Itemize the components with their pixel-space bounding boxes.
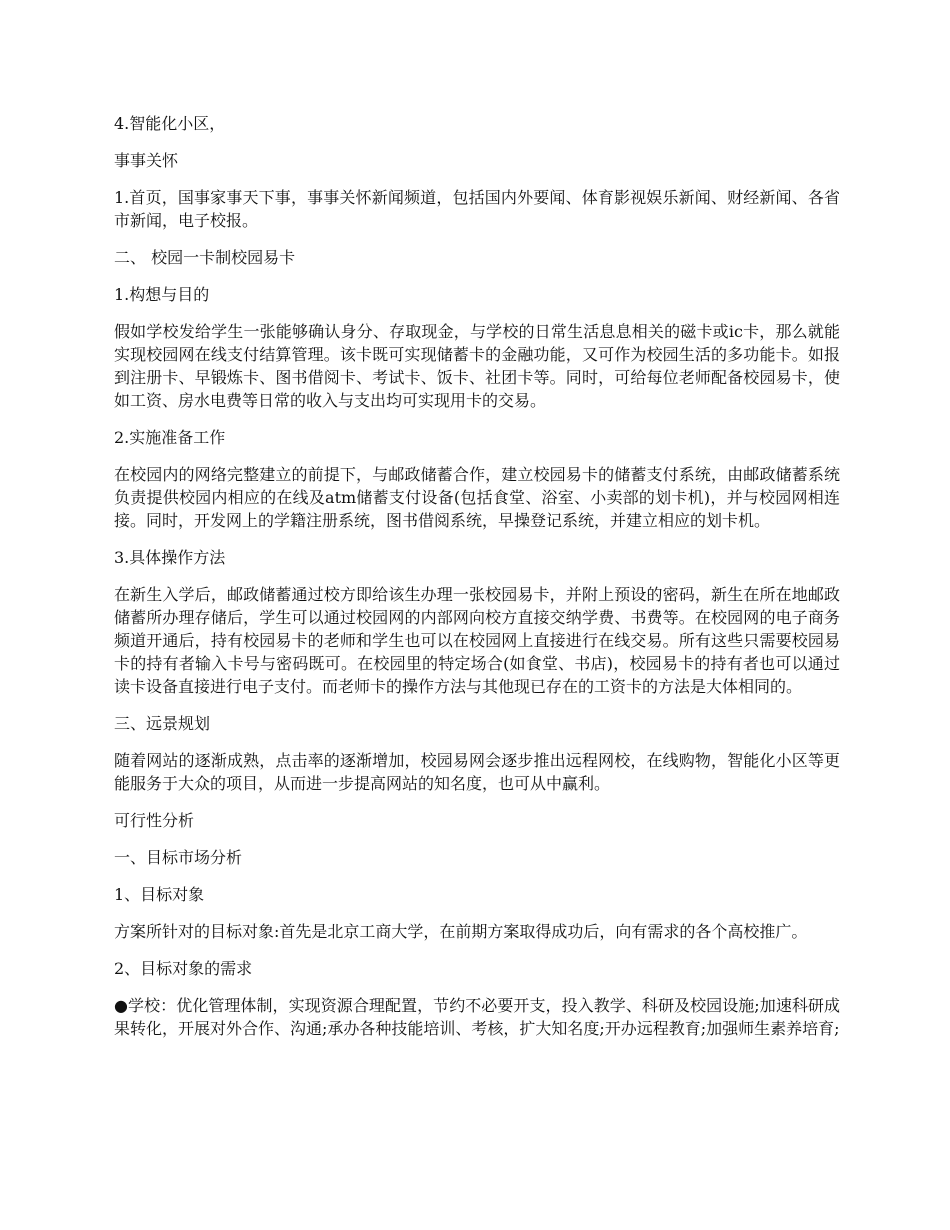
paragraph-concept-purpose: 假如学校发给学生一张能够确认身分、存取现金，与学校的日常生活息息相关的磁卡或ic卡，那么就能实现校园网在线支付结算管理。该卡既可实现储蓄卡的金融功能，又可作为校园生活的多功能卡。如报到注册卡、早锻炼卡、图书借阅卡、考试卡、饭卡、社团卡等。同时，可给每位老师配备校园易卡，使如工资、房水电费等日常的收入与支出均可实现用卡的交易。: [114, 322, 840, 410]
document-body: [114, 112, 840, 1054]
subheading-target-needs: 2、目标对象的需求: [114, 959, 253, 978]
heading-feasibility: 可行性分析: [114, 811, 195, 830]
paragraph-preparation: 在校园内的网络完整建立的前提下，与邮政储蓄合作，建立校园易卡的储蓄支付系统，由邮政储蓄系统负责提供校园内相应的在线及atm储蓄支付设备(包括食堂、浴室、小卖部的划卡机)，并与校园网相连接。同时，开发网上的学籍注册系统，图书借阅系统，早操登记系统，并建立相应的划卡机。: [114, 465, 840, 530]
section-heading-vision: 三、远景规划: [114, 714, 211, 733]
subheading-concept-purpose: 1.构想与目的: [114, 285, 210, 304]
paragraph-vision: 随着网站的逐渐成熟，点击率的逐渐增加，校园易网会逐步推出远程网校，在线购物，智能化小区等更能服务于大众的项目，从而进一步提高网站的知名度，也可从中赢利。: [114, 751, 840, 793]
paragraph-target-object: 方案所针对的目标对象:首先是北京工商大学，在前期方案取得成功后，向有需求的各个高校推广。: [114, 922, 808, 941]
paragraph-school-needs: ●学校：优化管理体制，实现资源合理配置，节约不必要开支，投入教学、科研及校园设施;加速科研成果转化，开展对外合作、沟通;承办各种技能培训、考核，扩大知名度;开办远程教育;加强师生素养培育;: [114, 996, 840, 1038]
paragraph-heading-care: 事事关怀: [114, 151, 179, 170]
paragraph-heading-smart-community: 4.智能化小区，: [114, 114, 226, 133]
subheading-target-object: 1、目标对象: [114, 885, 205, 904]
subheading-preparation: 2.实施准备工作: [114, 428, 226, 447]
paragraph-operation-method: 在新生入学后，邮政储蓄通过校方即给该生办理一张校园易卡，并附上预设的密码，新生在所在地邮政储蓄所办理存储后，学生可以通过校园网的内部网向校方直接交纳学费、书费等。在校园网的电子商务频道开通后，持有校园易卡的老师和学生也可以在校园网上直接进行在线交易。所有这些只需要校园易卡的持有者输入卡号与密码既可。在校园里的特定场合(如食堂、书店)，校园易卡的持有者也可以通过读卡设备直接进行电子支付。而老师卡的操作方法与其他现已存在的工资卡的方法是大体相同的。: [114, 585, 840, 696]
section-heading-market-analysis: 一、目标市场分析: [114, 848, 243, 867]
paragraph-homepage: 1.首页，国事家事天下事，事事关怀新闻频道，包括国内外要闻、体育影视娱乐新闻、财经新闻、各省市新闻，电子校报。: [114, 188, 840, 230]
subheading-operation-method: 3.具体操作方法: [114, 548, 226, 567]
section-heading-campus-card: 二、 校园一卡制校园易卡: [114, 248, 296, 267]
